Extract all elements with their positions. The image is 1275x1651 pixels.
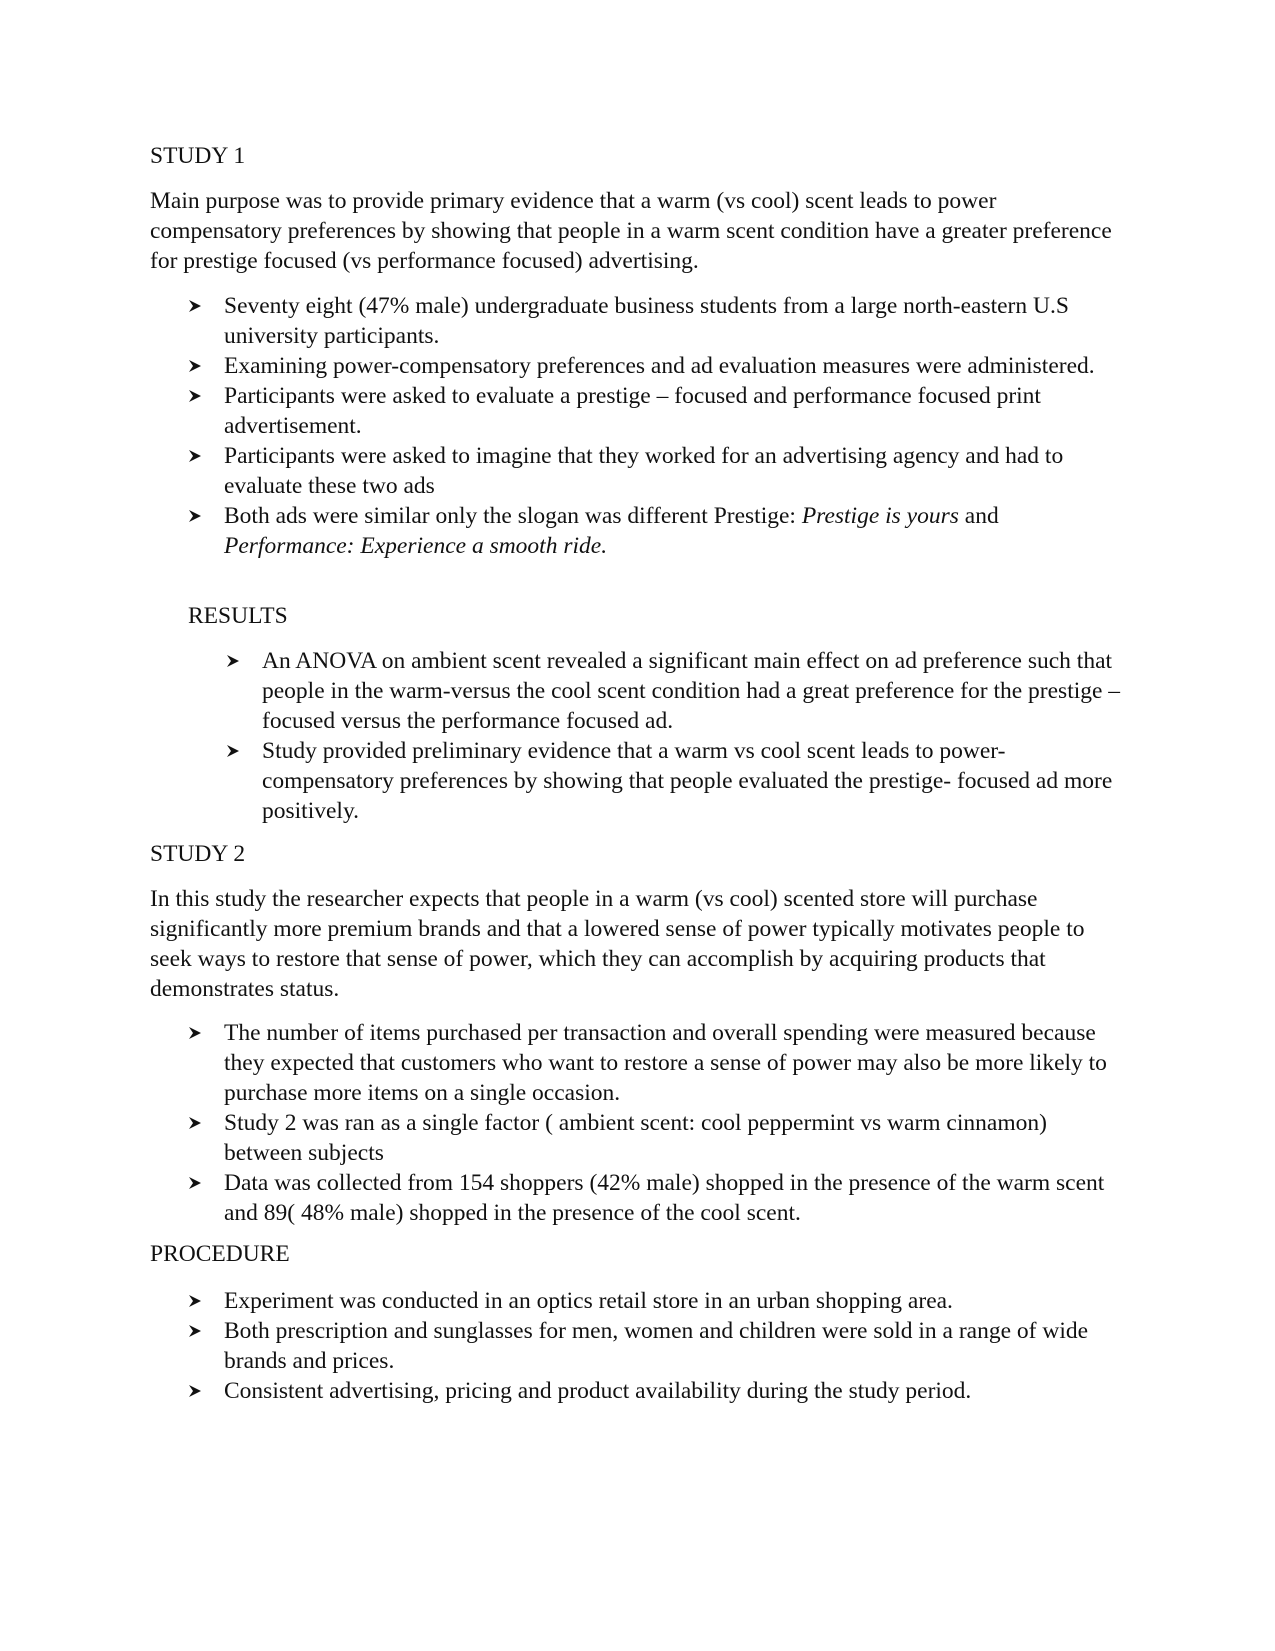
study2-intro-paragraph: In this study the researcher expects that people in a warm (vs cool) scented store will purchase significantly more premium brands and that a lowered sense of power typically motivates people to seek ways to restore that sense of power, which they can accomplish by acquiring products that demonstrates status. <box>150 886 1085 1002</box>
list-item-text-prefix: Both ads were similar only the slogan was different Prestige: <box>224 503 802 529</box>
list-item-text: Both prescription and sunglasses for men, women and children were sold in a range of wide brands and prices. <box>224 1318 1089 1374</box>
arrowhead-bullet-icon <box>188 1026 202 1040</box>
arrowhead-bullet-icon <box>188 449 202 463</box>
list-item-text: Examining power-compensatory preferences and ad evaluation measures were administered. <box>224 353 1095 379</box>
arrowhead-bullet-icon <box>188 1384 202 1398</box>
list-item-text: An ANOVA on ambient scent revealed a significant main effect on ad preference such that people in the warm-versus the cool scent condition had a great preference for the prestige – focused versus the performance focused ad. <box>262 648 1121 734</box>
list-item-text: The number of items purchased per transaction and overall spending were measured because they expected that customers who want to restore a sense of power may also be more likely to purchase more items on a single occasion. <box>224 1020 1107 1106</box>
list-item-text: Data was collected from 154 shoppers (42% male) shopped in the presence of the warm scent and 89( 48% male) shopped in the presence of the cool scent. <box>224 1170 1105 1226</box>
list-item <box>150 1286 1130 1316</box>
study2-bullet-list <box>150 1018 1130 1228</box>
list-item-text: Study 2 was ran as a single factor ( ambient scent: cool peppermint vs warm cinnamon) between subjects <box>224 1110 1047 1166</box>
results-heading: RESULTS <box>188 603 288 629</box>
list-item <box>188 646 1128 736</box>
list-item <box>150 291 1130 351</box>
study2-heading: STUDY 2 <box>150 841 246 867</box>
arrowhead-bullet-icon <box>188 1116 202 1130</box>
procedure-bullet-list <box>150 1286 1130 1406</box>
arrowhead-bullet-icon <box>188 1176 202 1190</box>
results-bullet-list <box>188 646 1128 826</box>
list-item-text: Consistent advertising, pricing and product availability during the study period. <box>224 1378 972 1404</box>
list-item-text: Study provided preliminary evidence that a warm vs cool scent leads to power-compensatory preferences by showing that people evaluated the prestige- focused ad more positively. <box>262 738 1113 824</box>
list-item-text: Seventy eight (47% male) undergraduate business students from a large north-eastern U.S university participants. <box>224 293 1069 349</box>
arrowhead-bullet-icon <box>188 1324 202 1338</box>
list-item <box>150 351 1130 381</box>
performance-slogan: Performance: Experience a smooth ride. <box>224 533 608 559</box>
list-item <box>150 1376 1130 1406</box>
arrowhead-bullet-icon <box>188 299 202 313</box>
list-item <box>150 1316 1130 1376</box>
list-item <box>150 1108 1130 1168</box>
arrowhead-bullet-icon <box>188 1294 202 1308</box>
list-item <box>150 501 1130 561</box>
list-item <box>150 1168 1130 1228</box>
list-item <box>150 381 1130 441</box>
study1-heading: STUDY 1 <box>150 143 246 169</box>
list-item <box>150 1018 1130 1108</box>
list-item-text-middle: and <box>958 503 999 529</box>
arrowhead-bullet-icon <box>188 509 202 523</box>
arrowhead-bullet-icon <box>188 389 202 403</box>
list-item <box>188 736 1128 826</box>
list-item-text: Experiment was conducted in an optics retail store in an urban shopping area. <box>224 1288 953 1314</box>
procedure-heading: PROCEDURE <box>150 1241 290 1267</box>
study1-bullet-list <box>150 291 1130 561</box>
list-item-text: Participants were asked to imagine that they worked for an advertising agency and had to evaluate these two ads <box>224 443 1064 499</box>
arrowhead-bullet-icon <box>226 744 240 758</box>
list-item <box>150 441 1130 501</box>
arrowhead-bullet-icon <box>188 359 202 373</box>
list-item-text: Participants were asked to evaluate a prestige – focused and performance focused print advertisement. <box>224 383 1041 439</box>
prestige-slogan: Prestige is yours <box>801 503 959 529</box>
study1-intro-paragraph: Main purpose was to provide primary evidence that a warm (vs cool) scent leads to power compensatory preferences by showing that people in a warm scent condition have a greater preference for prestige focused (vs performance focused) advertising. <box>150 188 1112 274</box>
arrowhead-bullet-icon <box>226 654 240 668</box>
